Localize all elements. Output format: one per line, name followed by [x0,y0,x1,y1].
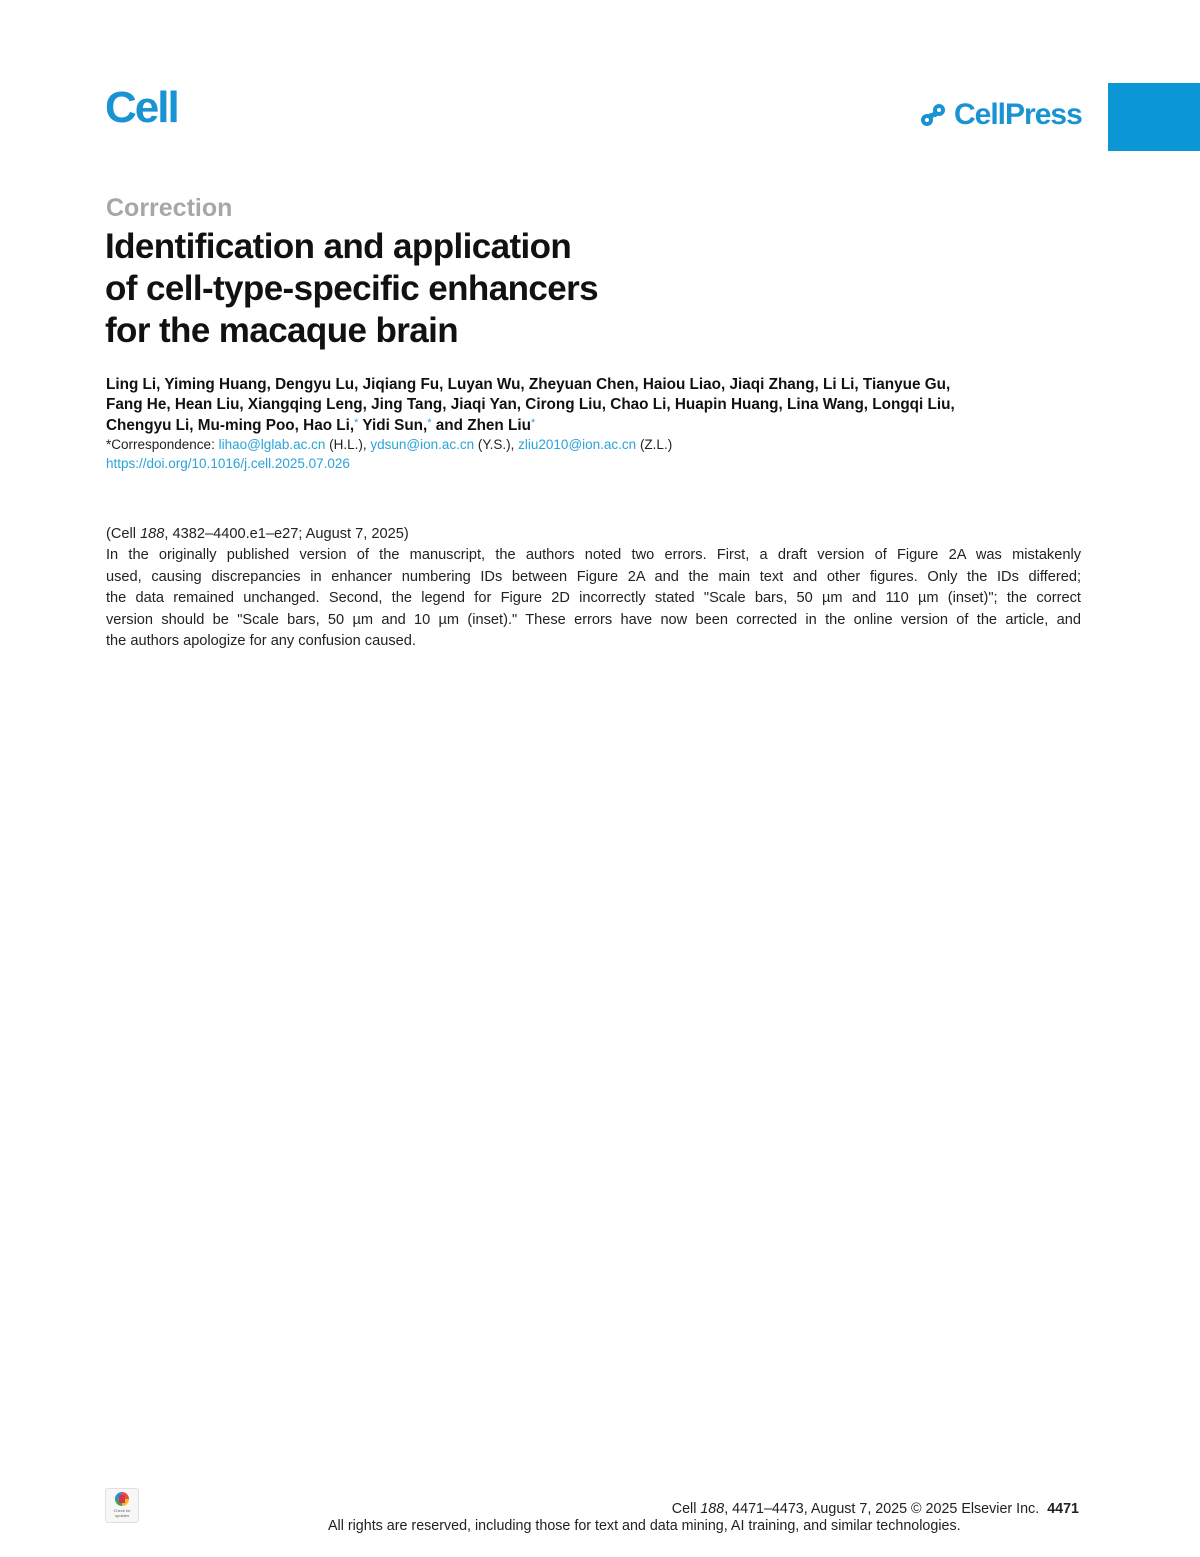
author-list [106,375,1086,436]
correspondence-label: *Correspondence: [106,437,219,452]
body-line: the authors apologize for any confusion caused. [106,633,416,649]
body-line: used, causing discrepancies in enhancer numbering IDs between Figure 2A and the main text and other figures. Only the IDs differed; [106,568,1081,585]
publisher-logo [918,100,1082,130]
doi-link[interactable]: https://doi.org/10.1016/j.cell.2025.07.026 [106,456,350,471]
email-link[interactable]: zliu2010@ion.ac.cn [518,437,637,452]
title-line: of cell-type-specific enhancers [105,269,598,308]
corresponding-author-marker: * [354,417,359,429]
page-number: 4471 [1047,1501,1079,1517]
body-line: version should be "Scale bars, 50 µm and 10 µm (inset)." These errors have now been corrected in the online version of the article, and [106,611,1081,628]
body-line: In the originally published version of the manuscript, the authors noted two errors. First, a draft version of Figure 2A was mistakenly [106,547,1081,563]
journal-color-tab [1108,83,1200,151]
article-type: Correction [106,194,233,222]
cellpress-link-icon [918,101,948,129]
email-link[interactable]: lihao@lglab.ac.cn [218,437,326,452]
correspondence: *Correspondence: lihao@lglab.ac.cn (H.L.), ydsun@ion.ac.cn (Y.S.), zliu2010@ion.ac.cn (Z.L.) [106,437,673,452]
email-link[interactable]: ydsun@ion.ac.cn [370,437,475,452]
original-citation: (Cell 188, 4382–4400.e1–e27; August 7, 2025) [106,526,409,542]
title-line: Identification and application [105,227,572,266]
footer-rights: All rights are reserved, including those for text and data mining, AI training, and similar technologies. [328,1518,961,1534]
author-line: Chengyu Li, Mu-ming Poo, Hao Li,* Yidi Sun,* and Zhen Liu* [106,417,536,434]
footer-citation: Cell 188, 4471–4473, August 7, 2025 © 2025 Elsevier Inc. 4471 [671,1501,1079,1517]
author-line: Ling Li, Yiming Huang, Dengyu Lu, Jiqiang Fu, Luyan Wu, Zheyuan Chen, Haiou Liao, Jiaqi Zhang, Li Li, Tianyue Gu, [106,376,951,393]
body-line: the data remained unchanged. Second, the legend for Figure 2D incorrectly stated "Scale bars, 50 µm and 110 µm (inset)"; the correct [106,590,1081,606]
check-for-updates-icon [115,1492,129,1506]
check-for-updates-badge[interactable] [105,1488,139,1523]
corresponding-author-marker: * [427,417,432,429]
corresponding-author-marker: * [530,417,536,429]
correction-body [106,545,1081,653]
journal-logo: Cell [105,83,178,132]
author-line: Fang He, Hean Liu, Xiangqing Leng, Jing Tang, Jiaqi Yan, Cirong Liu, Chao Li, Huapin Huang, Lina Wang, Longqi Liu, [106,395,955,413]
publisher-name: CellPress [954,98,1082,131]
article-title [105,226,705,352]
badge-label: Check for updates [113,1508,131,1518]
title-line: for the macaque brain [105,311,459,350]
